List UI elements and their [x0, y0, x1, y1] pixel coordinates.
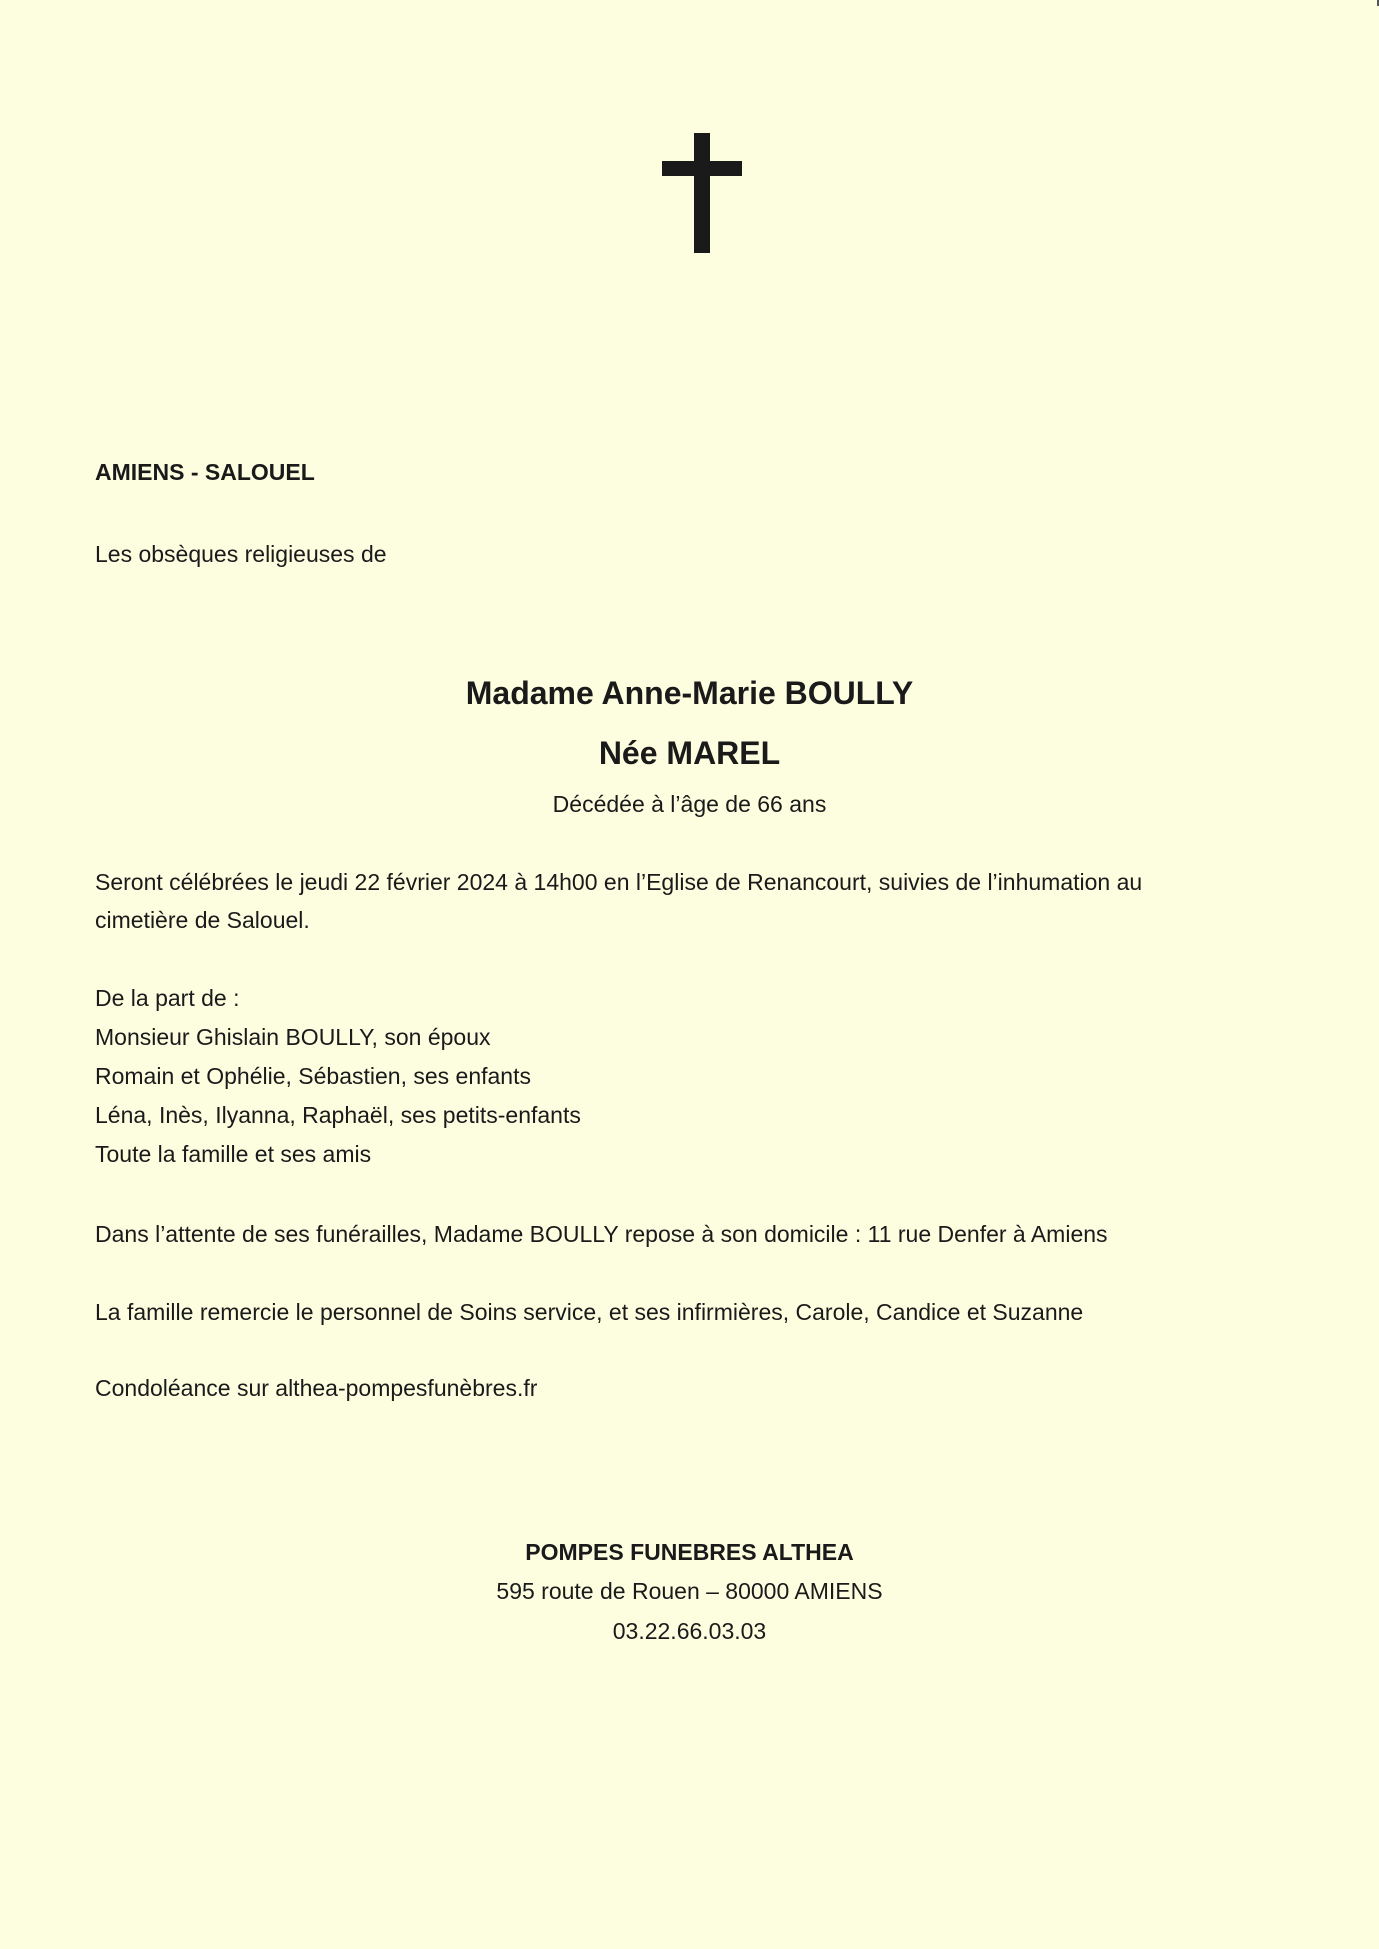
funeral-home-address: 595 route de Rouen – 80000 AMIENS: [496, 1578, 883, 1604]
family-member: Toute la famille et ses amis: [95, 1141, 372, 1167]
family-member: Monsieur Ghislain BOULLY, son époux: [95, 1024, 491, 1050]
repose-text: Dans l’attente de ses funérailles, Madame BOULLY repose à son domicile : 11 rue Denfer à Amiens: [95, 1221, 1108, 1247]
ceremony-line-2: cimetière de Salouel.: [95, 907, 310, 933]
maiden-name: Née MAREL: [598, 735, 781, 771]
intro-text: Les obsèques religieuses de: [95, 541, 387, 567]
ceremony-line-1: Seront célébrées le jeudi 22 février 2024 à 14h00 en l’Eglise de Renancourt, suivies de l’inhumation au: [95, 869, 1143, 895]
funeral-home-name: POMPES FUNEBRES ALTHEA: [525, 1539, 854, 1565]
family-heading: De la part de :: [95, 985, 240, 1011]
cross-vertical-bar: [694, 133, 710, 253]
cross-icon: [662, 133, 742, 253]
family-member: Romain et Ophélie, Sébastien, ses enfants: [95, 1063, 531, 1089]
family-member: Léna, Inès, Ilyanna, Raphaël, ses petits-enfants: [95, 1102, 581, 1128]
location-heading: AMIENS - SALOUEL: [95, 459, 315, 485]
funeral-home-phone: 03.22.66.03.03: [612, 1618, 767, 1644]
thanks-text: La famille remercie le personnel de Soins service, et ses infirmières, Carole, Candice et Suzanne: [95, 1299, 1084, 1325]
age-line: Décédée à l’âge de 66 ans: [552, 791, 827, 817]
cross-horizontal-bar: [662, 161, 742, 176]
deceased-name: Madame Anne-Marie BOULLY: [465, 675, 914, 711]
condolences-text: Condoléance sur althea-pompesfunèbres.fr: [95, 1375, 538, 1401]
